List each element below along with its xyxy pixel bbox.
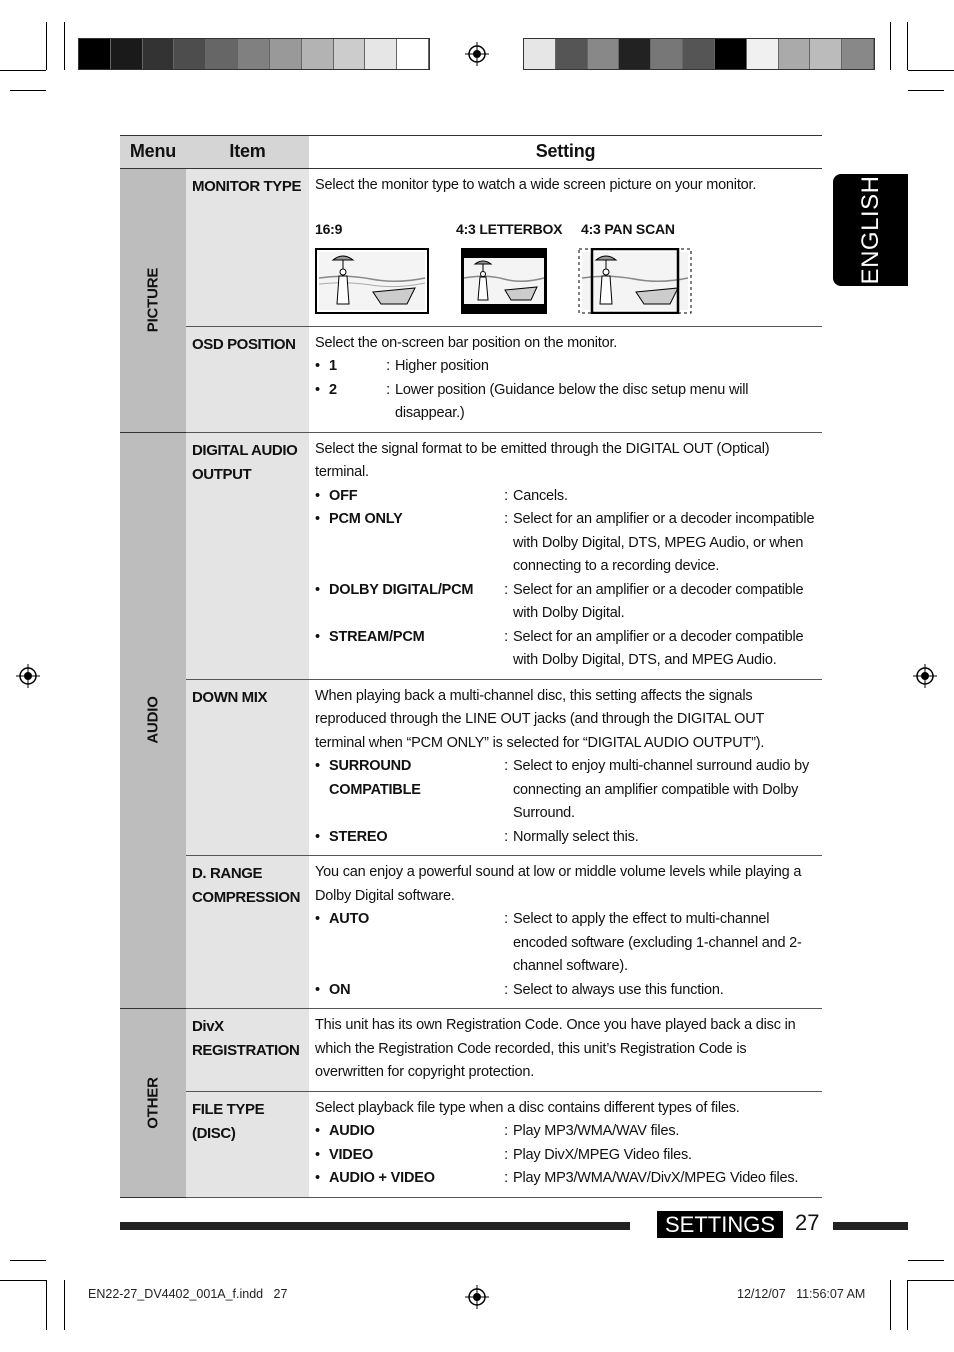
option-row: • SURROUND COMPATIBLE : Select to enjoy multi-channel surround audio by connecting an amplifier compatible with Dolby Surround.: [315, 758, 810, 821]
item-down-mix: DOWN MIX: [186, 679, 309, 856]
language-tab-label: ENGLISH: [856, 175, 884, 285]
item-divx-registration: DivX REGISTRATION: [186, 1009, 309, 1092]
color-swatch: [779, 39, 811, 69]
menu-cell-audio: [120, 432, 186, 1009]
color-swatch: [334, 39, 366, 69]
item-file-type: FILE TYPE (DISC): [186, 1091, 309, 1197]
setting-description: This unit has its own Registration Code. Once you have played back a disc in which the Registration Code recorded, this unit’s Registration Code is overwritten for copyright protection.: [315, 1017, 796, 1080]
section-label: SETTINGS: [657, 1211, 783, 1238]
crop-mark: [64, 1280, 65, 1330]
table-row: [120, 326, 822, 432]
table-row: [120, 679, 822, 856]
setting-monitor-type: [309, 169, 822, 327]
menu-label-picture: PICTURE: [144, 268, 162, 333]
crop-mark: [890, 1280, 891, 1330]
crop-mark: [10, 1260, 46, 1261]
item-osd-position: OSD POSITION: [186, 326, 309, 432]
label-pan-scan: 4:3 PAN SCAN: [581, 220, 675, 237]
setting-d-range-compression: [309, 856, 822, 1009]
option-row: • STREAM/PCM : Select for an amplifier or a decoder compatible with Dolby Digital, DTS, and MPEG Audio.: [315, 628, 804, 668]
color-swatch: [206, 39, 238, 69]
option-row: • 2 : Lower position (Guidance below the disc setup menu will disappear.): [315, 381, 749, 421]
table-header-row: [120, 136, 822, 169]
label-letterbox: 4:3 LETTERBOX: [456, 220, 563, 237]
color-swatch: [302, 39, 334, 69]
option-row: • STEREO : Normally select this.: [315, 828, 639, 845]
pan-scan-illustration-icon: [578, 248, 692, 314]
option-row: • ON : Select to always use this function.: [315, 981, 724, 998]
registration-mark-icon: [465, 42, 489, 66]
option-row: • PCM ONLY : Select for an amplifier or a decoder incompatible with Dolby Digital, DTS, MPEG Audio, or when connecting to a recording device.: [315, 511, 815, 574]
color-swatch: [397, 39, 429, 69]
option-row: • 1 : Higher position: [315, 358, 489, 374]
menu-cell-other: [120, 1009, 186, 1198]
crop-mark: [908, 1260, 944, 1261]
page-number: 27: [795, 1210, 820, 1235]
option-row: • AUDIO + VIDEO : Play MP3/WMA/WAV/DivX/MPEG Video files.: [315, 1170, 799, 1186]
setting-description: Select the signal format to be emitted through the DIGITAL OUT (Optical) terminal.: [315, 440, 770, 480]
setting-description: Select the monitor type to watch a wide screen picture on your monitor.: [315, 177, 757, 193]
setting-digital-audio-output: [309, 432, 822, 679]
setting-description: When playing back a multi-channel disc, this setting affects the signals reproduced through the LINE OUT jacks (and through the DIGITAL OUT terminal when “PCM ONLY” is selected for “DIGITAL AUDIO OUTPUT”).: [315, 687, 765, 751]
registration-mark-icon: [16, 664, 40, 688]
table-row: [120, 1009, 822, 1092]
crop-mark: [890, 22, 891, 70]
slug-filename: EN22-27_DV4402_001A_f.indd 27: [88, 1287, 288, 1301]
letterbox-illustration-icon: [461, 248, 547, 314]
color-swatch: [174, 39, 206, 69]
setting-description: Select the on-screen bar position on the monitor.: [315, 334, 618, 351]
registration-mark-icon: [465, 1285, 489, 1309]
color-swatch: [111, 39, 143, 69]
footer-rule: [833, 1222, 908, 1230]
color-swatch: [810, 39, 842, 69]
item-digital-audio-output: DIGITAL AUDIO OUTPUT: [186, 432, 309, 679]
crop-mark: [46, 22, 47, 70]
registration-mark-icon: [913, 664, 937, 688]
color-swatch: [143, 39, 175, 69]
crop-mark: [0, 70, 46, 71]
table-row: [120, 1091, 822, 1197]
color-bar-right: [523, 38, 875, 70]
option-row: • DOLBY DIGITAL/PCM : Select for an amplifier or a decoder compatible with Dolby Digital.: [315, 581, 804, 621]
color-swatch: [619, 39, 651, 69]
label-16-9: 16:9: [315, 220, 343, 237]
setting-description: You can enjoy a powerful sound at low or middle volume levels while playing a Dolby Digital software.: [315, 864, 802, 904]
setting-divx-registration: [309, 1009, 822, 1092]
language-tab: [833, 174, 908, 286]
setting-file-type: [309, 1091, 822, 1197]
monitor-type-labels: [315, 218, 816, 248]
option-row: • VIDEO : Play DivX/MPEG Video files.: [315, 1146, 692, 1163]
color-swatch: [747, 39, 779, 69]
header-item: Item: [186, 136, 309, 169]
monitor-type-illustrations: [315, 248, 816, 320]
setting-down-mix: [309, 679, 822, 856]
color-bar-left: [78, 38, 430, 70]
color-swatch: [79, 39, 111, 69]
crop-mark: [64, 22, 65, 70]
setting-description: Select playback file type when a disc contains different types of files.: [315, 1099, 740, 1116]
color-swatch: [556, 39, 588, 69]
crop-mark: [907, 1280, 908, 1330]
color-swatch: [238, 39, 270, 69]
color-swatch: [842, 39, 874, 69]
color-swatch: [588, 39, 620, 69]
crop-mark: [908, 70, 954, 71]
table-row: [120, 432, 822, 679]
setting-osd-position: [309, 326, 822, 432]
header-menu: Menu: [120, 136, 186, 169]
crop-mark: [10, 90, 46, 91]
crop-mark: [908, 1280, 954, 1281]
color-swatch: [715, 39, 747, 69]
table-row: [120, 856, 822, 1009]
menu-cell-picture: [120, 169, 186, 433]
slug-timestamp: 12/12/07 11:56:07 AM: [737, 1287, 866, 1301]
crop-mark: [907, 22, 908, 70]
color-swatch: [683, 39, 715, 69]
menu-label-other: OTHER: [144, 1076, 162, 1129]
color-swatch: [651, 39, 683, 69]
settings-table: [120, 135, 822, 1198]
option-row: • OFF : Cancels.: [315, 487, 568, 504]
menu-label-audio: AUDIO: [144, 696, 162, 744]
color-swatch: [524, 39, 556, 69]
widescreen-illustration-icon: [315, 248, 429, 314]
crop-mark: [46, 1280, 47, 1330]
option-row: • AUTO : Select to apply the effect to multi-channel encoded software (excluding 1-channel and 2-channel software).: [315, 911, 802, 974]
footer-rule: [120, 1222, 630, 1230]
item-d-range-compression: D. RANGE COMPRESSION: [186, 856, 309, 1009]
header-setting: Setting: [309, 136, 822, 169]
crop-mark: [0, 1280, 46, 1281]
table-row: [120, 169, 822, 327]
option-row: • AUDIO : Play MP3/WMA/WAV files.: [315, 1123, 680, 1139]
crop-mark: [908, 90, 944, 91]
color-swatch: [365, 39, 397, 69]
item-monitor-type: MONITOR TYPE: [186, 169, 309, 327]
color-swatch: [270, 39, 302, 69]
